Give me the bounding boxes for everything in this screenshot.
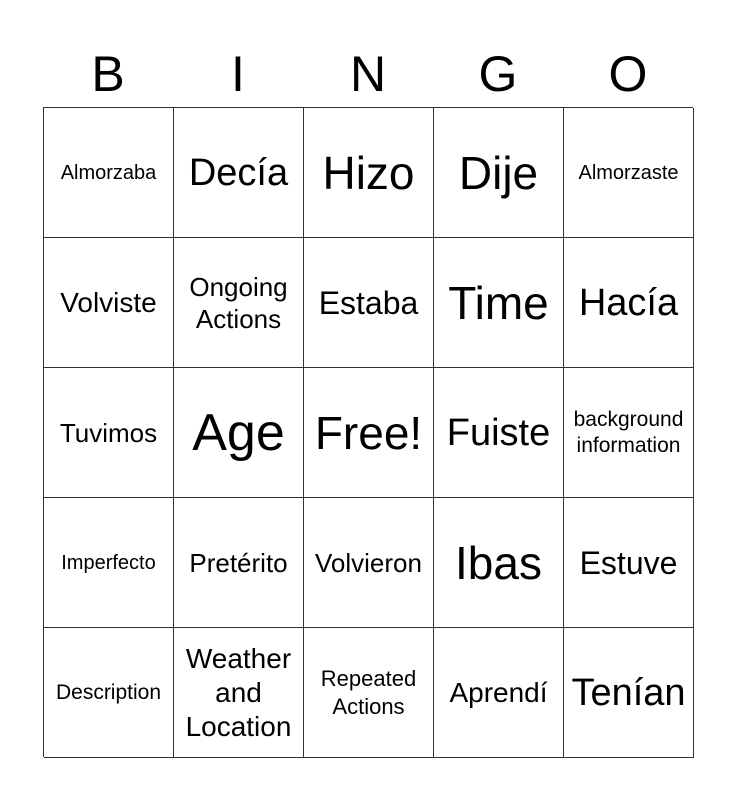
cell-text: Description xyxy=(55,680,162,704)
cell-text: Fuiste xyxy=(446,411,551,454)
cell-text: Volviste xyxy=(60,286,157,318)
bingo-cell[interactable] xyxy=(564,238,694,368)
cell-text: Hizo xyxy=(322,146,415,199)
cell-text: Repeated Actions xyxy=(320,665,417,719)
bingo-cell[interactable] xyxy=(304,628,434,758)
header-letter-i: I xyxy=(231,46,245,102)
cell-text: Almorzaba xyxy=(60,161,157,184)
cell-text: Decía xyxy=(188,151,289,194)
cell-text: Dije xyxy=(458,146,539,199)
cell-text: Time xyxy=(448,276,549,329)
cell-text: Tenían xyxy=(571,671,686,714)
bingo-cell[interactable] xyxy=(434,368,564,498)
bingo-cell[interactable] xyxy=(174,108,304,238)
bingo-cell[interactable] xyxy=(434,108,564,238)
header-letter-o: O xyxy=(608,46,648,102)
bingo-cell[interactable] xyxy=(44,108,174,238)
bingo-cell[interactable] xyxy=(174,238,304,368)
bingo-cell[interactable] xyxy=(434,238,564,368)
cell-text: Pretérito xyxy=(189,547,288,578)
cell-text: Age xyxy=(192,403,285,462)
cell-text: Hacía xyxy=(578,281,679,324)
bingo-cell[interactable] xyxy=(304,108,434,238)
bingo-cell[interactable] xyxy=(434,498,564,628)
bingo-cell[interactable] xyxy=(44,498,174,628)
cell-text: Volvieron xyxy=(315,547,422,578)
header-letter-g: G xyxy=(478,46,518,102)
bingo-cell[interactable] xyxy=(304,368,434,498)
bingo-cell[interactable] xyxy=(44,628,174,758)
cell-text: Aprendí xyxy=(449,676,548,708)
bingo-cell[interactable] xyxy=(564,498,694,628)
bingo-cell[interactable] xyxy=(44,368,174,498)
bingo-cell[interactable] xyxy=(564,368,694,498)
bingo-cell[interactable] xyxy=(174,368,304,498)
bingo-cell[interactable] xyxy=(44,238,174,368)
cell-text: Almorzaste xyxy=(578,161,679,184)
bingo-cell[interactable] xyxy=(174,498,304,628)
cell-text: Ongoing Actions xyxy=(189,271,288,334)
cell-text: Estaba xyxy=(318,284,419,321)
bingo-cell[interactable] xyxy=(174,628,304,758)
header-letter-b: B xyxy=(91,46,125,102)
cell-text: background information xyxy=(573,407,684,457)
bingo-cell[interactable] xyxy=(304,238,434,368)
bingo-header xyxy=(43,44,693,104)
cell-text: Tuvimos xyxy=(59,417,158,448)
cell-text: Free! xyxy=(314,406,423,459)
bingo-cell[interactable] xyxy=(564,108,694,238)
header-letter-n: N xyxy=(349,46,387,102)
bingo-cell[interactable] xyxy=(304,498,434,628)
bingo-cell[interactable] xyxy=(434,628,564,758)
cell-text: Estuve xyxy=(579,544,678,581)
cell-text: Ibas xyxy=(455,536,542,589)
bingo-cell[interactable] xyxy=(564,628,694,758)
cell-text: Weather and Location xyxy=(185,642,292,742)
bingo-board xyxy=(43,107,693,757)
cell-text: Imperfecto xyxy=(61,551,156,574)
